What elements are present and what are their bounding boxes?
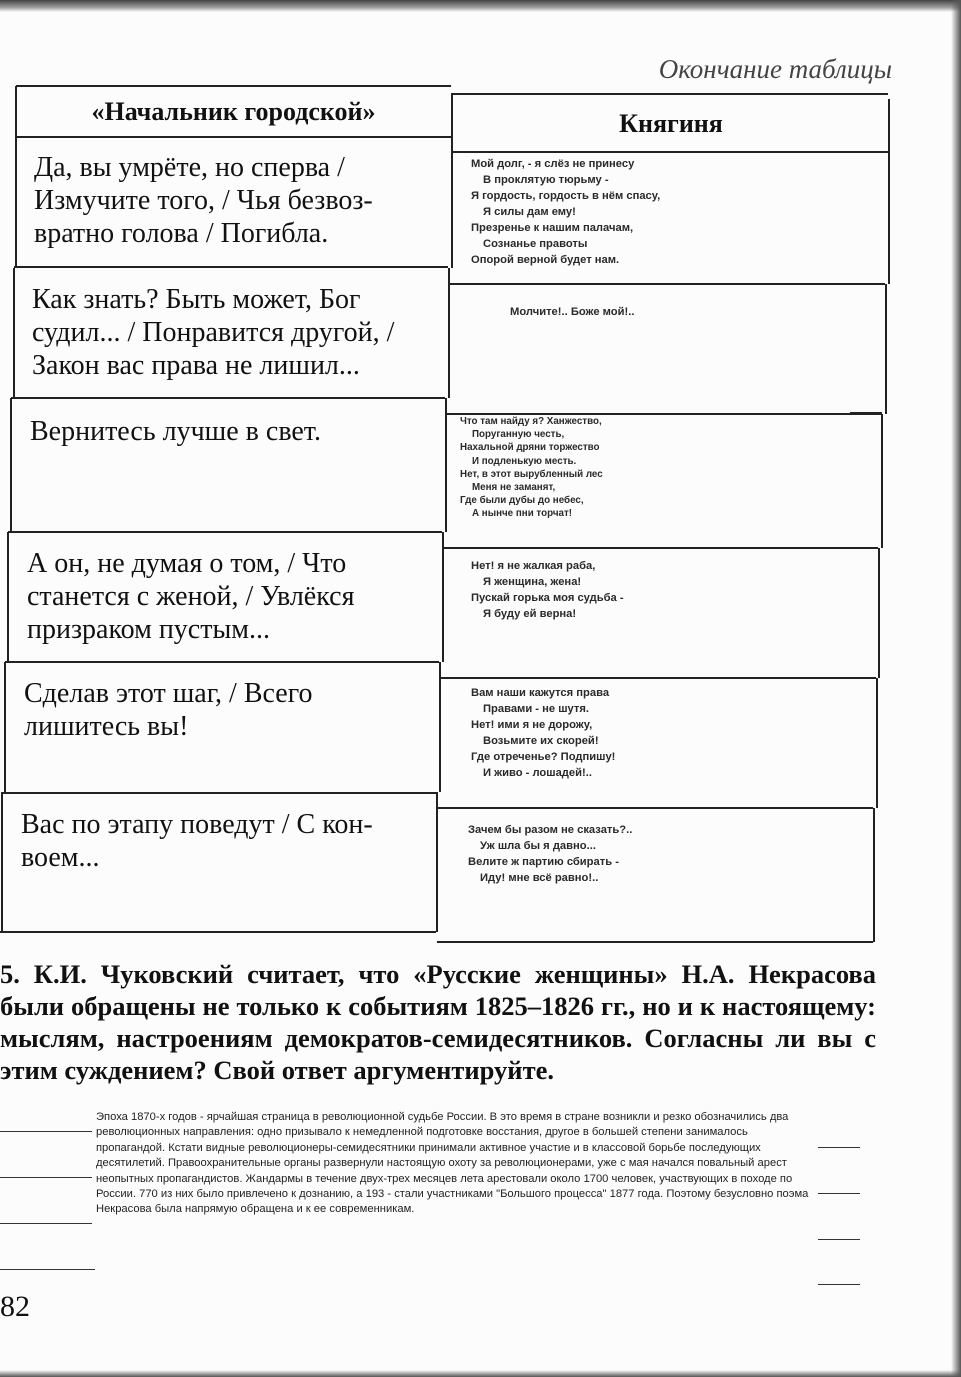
princess-reply-3 [460,415,603,521]
verse-line: Мой долг, - я слёз не принесу [471,158,635,170]
table-border [437,807,873,809]
table-border [439,662,441,792]
chief-line-2: Как знать? Быть может, Бог судил... / Понравится другой, / Закон вас права не лишил... [32,284,395,381]
verse-line: Нахальной дряни торжество [460,442,600,454]
table-border [11,397,445,399]
chief-line-5: Сделав этот шаг, / Всего лишитесь вы! [24,678,313,742]
answer-line [0,1131,92,1132]
verse-line: Меня не заманят, [472,482,556,494]
table-border [448,268,450,398]
verse-line: Что там найду я? Ханжество, [460,416,602,427]
table-border [16,136,451,138]
column-header-chief: «Начальник городской» [91,97,376,126]
table-border [1,792,3,932]
table-border [5,661,439,663]
table-border [16,85,451,87]
table-border [13,268,15,398]
scan-top-edge [0,0,961,12]
table-border [437,941,873,943]
answer-line [818,1193,860,1194]
table-border [436,792,438,932]
verse-line: Нет, в этот вырубленный лес [460,468,603,480]
verse-line: Уж шла бы я давно... [480,840,596,852]
table-border [10,398,12,532]
verse-line: Молчите!.. Боже мой!.. [510,306,635,318]
verse-line: Я буду ей верна! [483,608,577,620]
verse-line: Вам наши кажутся права [471,687,610,699]
princess-reply-4 [471,558,624,622]
continuation-label: Окончание таблицы [658,54,892,84]
table-border [876,678,878,808]
scan-right-edge [951,0,961,1377]
table-border [443,547,878,549]
verse-line: Где отреченье? Подпишу! [471,751,616,763]
answer-text: Эпоха 1870-х годов - ярчайшая страница в революционной судьбе России. В это время в стране возникли и резко обозначились два революционных направления: одно призывало к немедленной подготовке восстания, другое в большей степени занималось пропагандой. Кстати видные революционеры-семидесятники принимали активное участие и в классовой борьбе последующих десятилетий. Правоохранительные органы развернули настоящую охоту за революционерами, уже с мая начался повальный арест неопытных пропагандистов. Жандармы в течение двух-трех месяцев лета арестовали около 1700 человек, участвующих в походе по России. 770 из них было привлечено к дознанию, а 193 - стали участниками "Большого процесса" 1877 года. Поэтому безусловно поэма Некрасова была напрямую обращена и к ее современникам. [96,1111,809,1216]
verse-line: Правами - не шутя. [483,703,590,715]
table-border [4,662,6,792]
verse-line: Велите ж партию сбирать - [468,856,619,868]
answer-line [818,1284,860,1285]
verse-line: Где были дубы до небес, [460,495,584,507]
verse-line: Сознанье правоты [483,238,588,250]
table-border [850,412,882,414]
scan-bottom-edge [0,1370,961,1377]
princess-reply-5 [471,685,615,781]
verse-line: Поруганную честь, [472,429,565,441]
table-border [442,532,444,662]
table-border [7,532,9,662]
table-border [873,808,875,942]
table-border [450,283,885,285]
answer-line [818,1147,860,1148]
answer-line [0,1223,92,1224]
page-number: 82 [0,1290,30,1323]
table-border [885,284,887,414]
verse-line: Зачем бы разом не сказать?.. [468,824,633,836]
verse-line: Нет! я не жалкая раба, [471,560,596,572]
verse-line: А нынче пни торчат! [472,508,573,520]
verse-line: Возьмите их скорей! [483,735,599,747]
answer-line [818,1239,860,1240]
verse-line: Я гордость, гордость в нём спасу, [471,190,661,202]
chief-line-1: Да, вы умрёте, но сперва / Измучите того, / Чья безвозвратно голова / Погибла. [34,152,373,249]
table-border [14,266,448,268]
verse-line: Пускай горька моя судьба - [471,592,624,604]
column-header-princess: Княгиня [619,109,723,138]
table-border [440,677,876,679]
table-border [445,398,447,532]
table-border [0,931,436,933]
verse-line: В проклятую тюрьму - [483,174,609,186]
verse-line: Презренье к нашим палачам, [471,222,634,234]
verse-line: Иду! мне всё равно!.. [480,872,599,884]
princess-reply-1 [471,156,660,268]
chief-line-6: Вас по этапу поведут / С конвоем... [21,809,373,873]
verse-line: И подленькую месть. [472,455,577,467]
task-question: 5. К.И. Чуковский считает, что «Русские женщины» Н.А. Некрасова были обращены не только к событиям 1825–1826 гг., но и к настоящему: мыслям, настроениям демократов-семидесятников. Согласны ли вы с этим суждением? Свой ответ аргументируйте. [0,959,876,1085]
table-border [878,548,880,678]
chief-line-3: Вернитесь лучше в свет. [30,416,321,447]
verse-line: Я женщина, жена! [483,576,582,588]
princess-reply-6 [468,822,632,886]
answer-line [0,1269,95,1270]
verse-line: Нет! ими я не дорожу, [471,719,593,731]
princess-reply-2 [510,304,634,320]
verse-line: И живо - лошадей!.. [483,767,592,779]
chief-line-4: А он, не думая о том, / Что станется с женой, / Увлёкся призраком пустым... [27,548,355,645]
answer-line [0,1177,92,1178]
verse-line: Я силы дам ему! [483,206,576,218]
table-border [8,531,442,533]
table-border [2,792,436,794]
table-border [881,414,883,548]
verse-line: Опорой верной будет нам. [471,254,620,266]
